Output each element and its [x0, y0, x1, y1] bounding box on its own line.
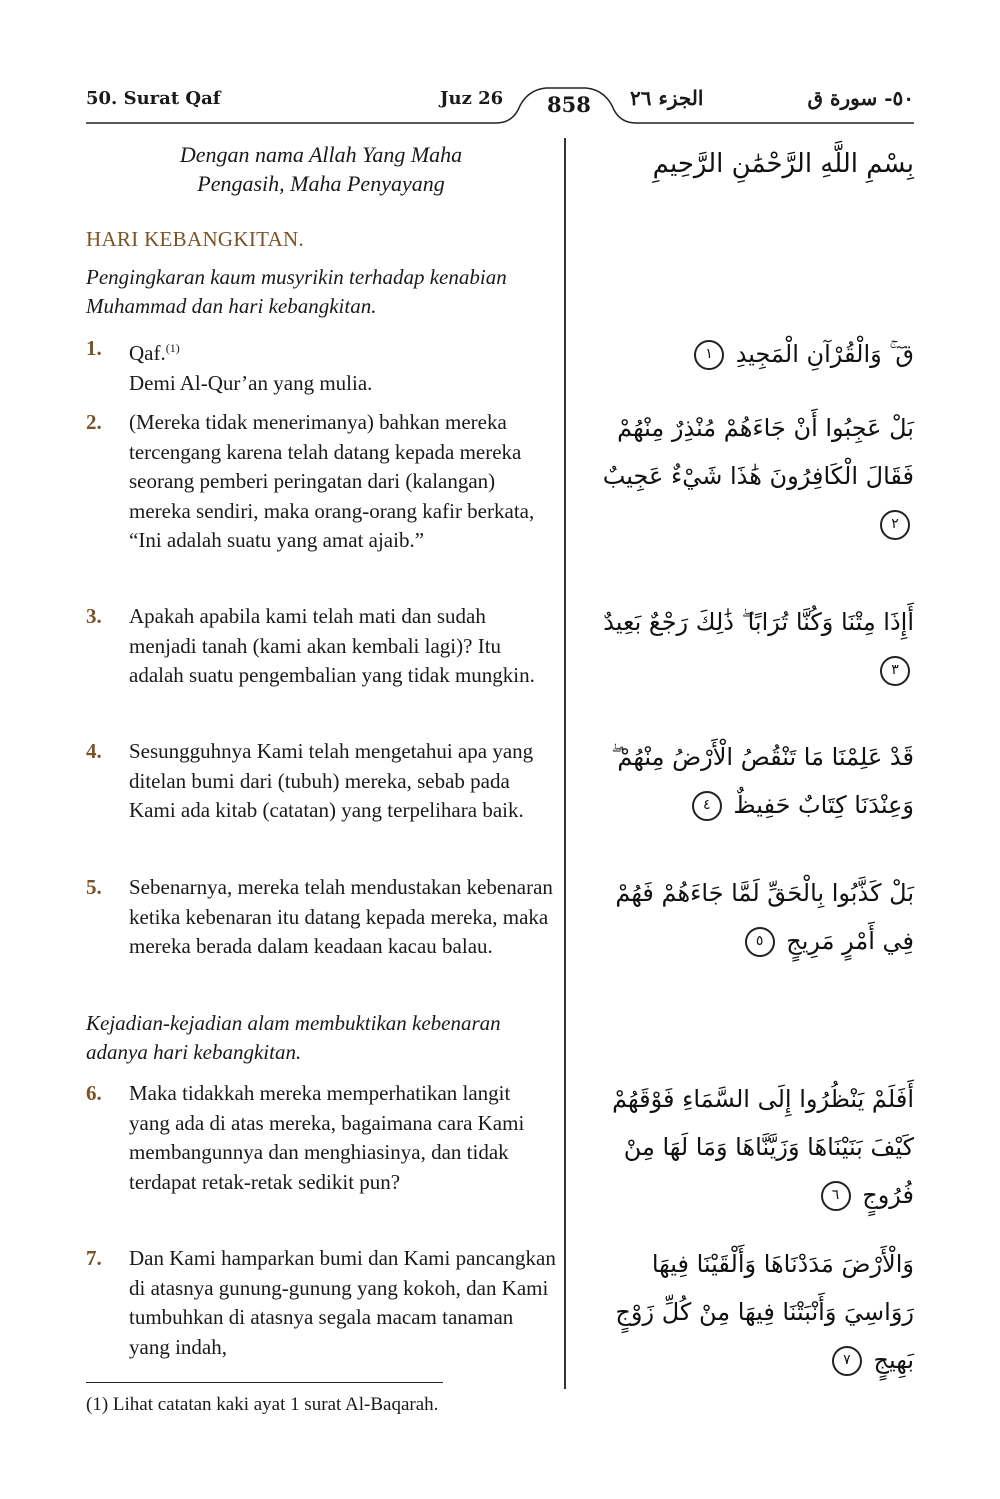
intro-heading-2: Kejadian-kejadian alam membuktikan kebenaran adanya hari kebangkitan.: [86, 1011, 501, 1064]
juz-label-arabic: الجزء ٢٦: [630, 86, 704, 110]
verse-text: Apakah apabila kami telah mati dan sudah menjadi tanah (kami akan kembali lagi)? Itu adalah suatu pengembalian yang tidak mungkin.: [129, 604, 535, 687]
verse-text: Qaf.: [129, 341, 166, 365]
verse-6-arabic: أَفَلَمْ يَنْظُرُوا إِلَى السَّمَاءِ فَوْقَهُمْ كَيْفَ بَنَيْنَاهَا وَزَيَّنَّاهَا وَمَا لَهَا مِنْ فُرُوجٍ ٦: [612, 1085, 914, 1209]
verse-number: 2.: [86, 410, 102, 434]
juz-label-latin: Juz 26: [440, 88, 504, 109]
verse-3-arabic: أَإِذَا مِتْنَا وَكُنَّا تُرَابًا ۖ ذَٰلِكَ رَجْعٌ بَعِيدٌ ٣: [584, 598, 914, 694]
verse-text: Demi Al-Qur’an yang mulia.: [129, 370, 373, 395]
verse-text: Maka tidakkah mereka memperhatikan langit yang ada di atas mereka, bagaimana cara Kami membangunnya dan menghiasinya, dan tidak terdapat retak-retak sedikit pun?: [129, 1081, 525, 1194]
verse-text: Sebenarnya, mereka telah mendustakan kebenaran ketika kebenaran itu datang kepada mereka, maka mereka berada dalam keadaan kacau balau.: [129, 875, 553, 958]
page-number: 858: [547, 92, 591, 117]
verse-number: 3.: [86, 604, 102, 628]
basmala-translation: [86, 140, 556, 198]
verse-text: Sesungguhnya Kami telah mengetahui apa yang ditelan bumi dari (tubuh) mereka, sebab pada Kami ada kitab (catatan) yang terpelihara baik.: [129, 739, 534, 822]
verse-3: [86, 602, 556, 691]
surah-title-arabic: ٥٠- سورة ق: [807, 86, 914, 110]
verse-2: [86, 408, 556, 556]
verse-text: Dan Kami hamparkan bumi dan Kami pancangkan di atasnya gunung-gunung yang kokoh, dan Kami tumbuhkan di atasnya segala macam tanaman yang indah,: [129, 1246, 556, 1359]
ayah-number-icon: ٦: [821, 1181, 851, 1211]
footnote-divider: [86, 1382, 443, 1383]
header-rule: [86, 80, 914, 126]
verse-1: [86, 334, 556, 398]
basmala-arabic: بِسْمِ اللَّهِ الرَّحْمَٰنِ الرَّحِيمِ: [652, 149, 914, 179]
column-divider: [564, 138, 566, 1389]
verse-number: 5.: [86, 875, 102, 899]
verse-7: [86, 1244, 556, 1362]
verse-5-arabic: بَلْ كَذَّبُوا بِالْحَقِّ لَمَّا جَاءَهُمْ فَهُمْ فِي أَمْرٍ مَرِيجٍ ٥: [615, 879, 914, 955]
section-title: HARI KEBANGKITAN.: [86, 227, 305, 251]
verse-4: [86, 737, 556, 826]
verse-5: [86, 873, 556, 962]
footnote-ref[interactable]: (1): [165, 341, 180, 355]
verse-number: 6.: [86, 1081, 102, 1105]
intro-heading-1: Pengingkaran kaum musyrikin terhadap kenabian Muhammad dan hari kebangkitan.: [86, 265, 507, 318]
ayah-number-icon: ٤: [692, 791, 722, 821]
ayah-number-icon: ٧: [832, 1346, 862, 1376]
verse-6: [86, 1079, 556, 1197]
verse-7-arabic: وَالْأَرْضَ مَدَدْنَاهَا وَأَلْقَيْنَا فِيهَا رَوَاسِيَ وَأَنْبَتْنَا فِيهَا مِنْ كُلِّ زَوْجٍ بَهِيجٍ ٧: [615, 1250, 914, 1374]
ayah-number-icon: ١: [694, 340, 724, 370]
ayah-number-icon: ٥: [745, 927, 775, 957]
verse-number: 1.: [86, 336, 102, 360]
footnote: (1) Lihat catatan kaki ayat 1 surat Al-Baqarah.: [86, 1394, 439, 1415]
verse-4-arabic: قَدْ عَلِمْنَا مَا تَنْقُصُ الْأَرْضُ مِنْهُمْ ۖ وَعِنْدَنَا كِتَابٌ حَفِيظٌ ٤: [611, 743, 914, 819]
verse-number: 7.: [86, 1246, 102, 1270]
verse-2-arabic: بَلْ عَجِبُوا أَنْ جَاءَهُمْ مُنْذِرٌ مِنْهُمْ فَقَالَ الْكَافِرُونَ هَٰذَا شَيْءٌ عَجِيبٌ ٢: [584, 404, 914, 548]
surah-title-latin: 50. Surat Qaf: [86, 88, 221, 109]
verse-number: 4.: [86, 739, 102, 763]
verse-1-arabic: قٓ ۚ وَالْقُرْآنِ الْمَجِيدِ ١: [584, 330, 914, 378]
verse-text: (Mereka tidak menerimanya) bahkan mereka tercengang karena telah datang kepada mereka seorang pemberi peringatan dari (kalangan) mereka sendiri, maka orang-orang kafir berkata, “Ini adalah suatu yang amat ajaib.”: [129, 410, 535, 552]
basmala-line-1: Dengan nama Allah Yang Maha: [179, 142, 463, 167]
ayah-number-icon: ٢: [880, 510, 910, 540]
basmala-line-2: Pengasih, Maha Penyayang: [197, 171, 445, 196]
ayah-number-icon: ٣: [880, 656, 910, 686]
